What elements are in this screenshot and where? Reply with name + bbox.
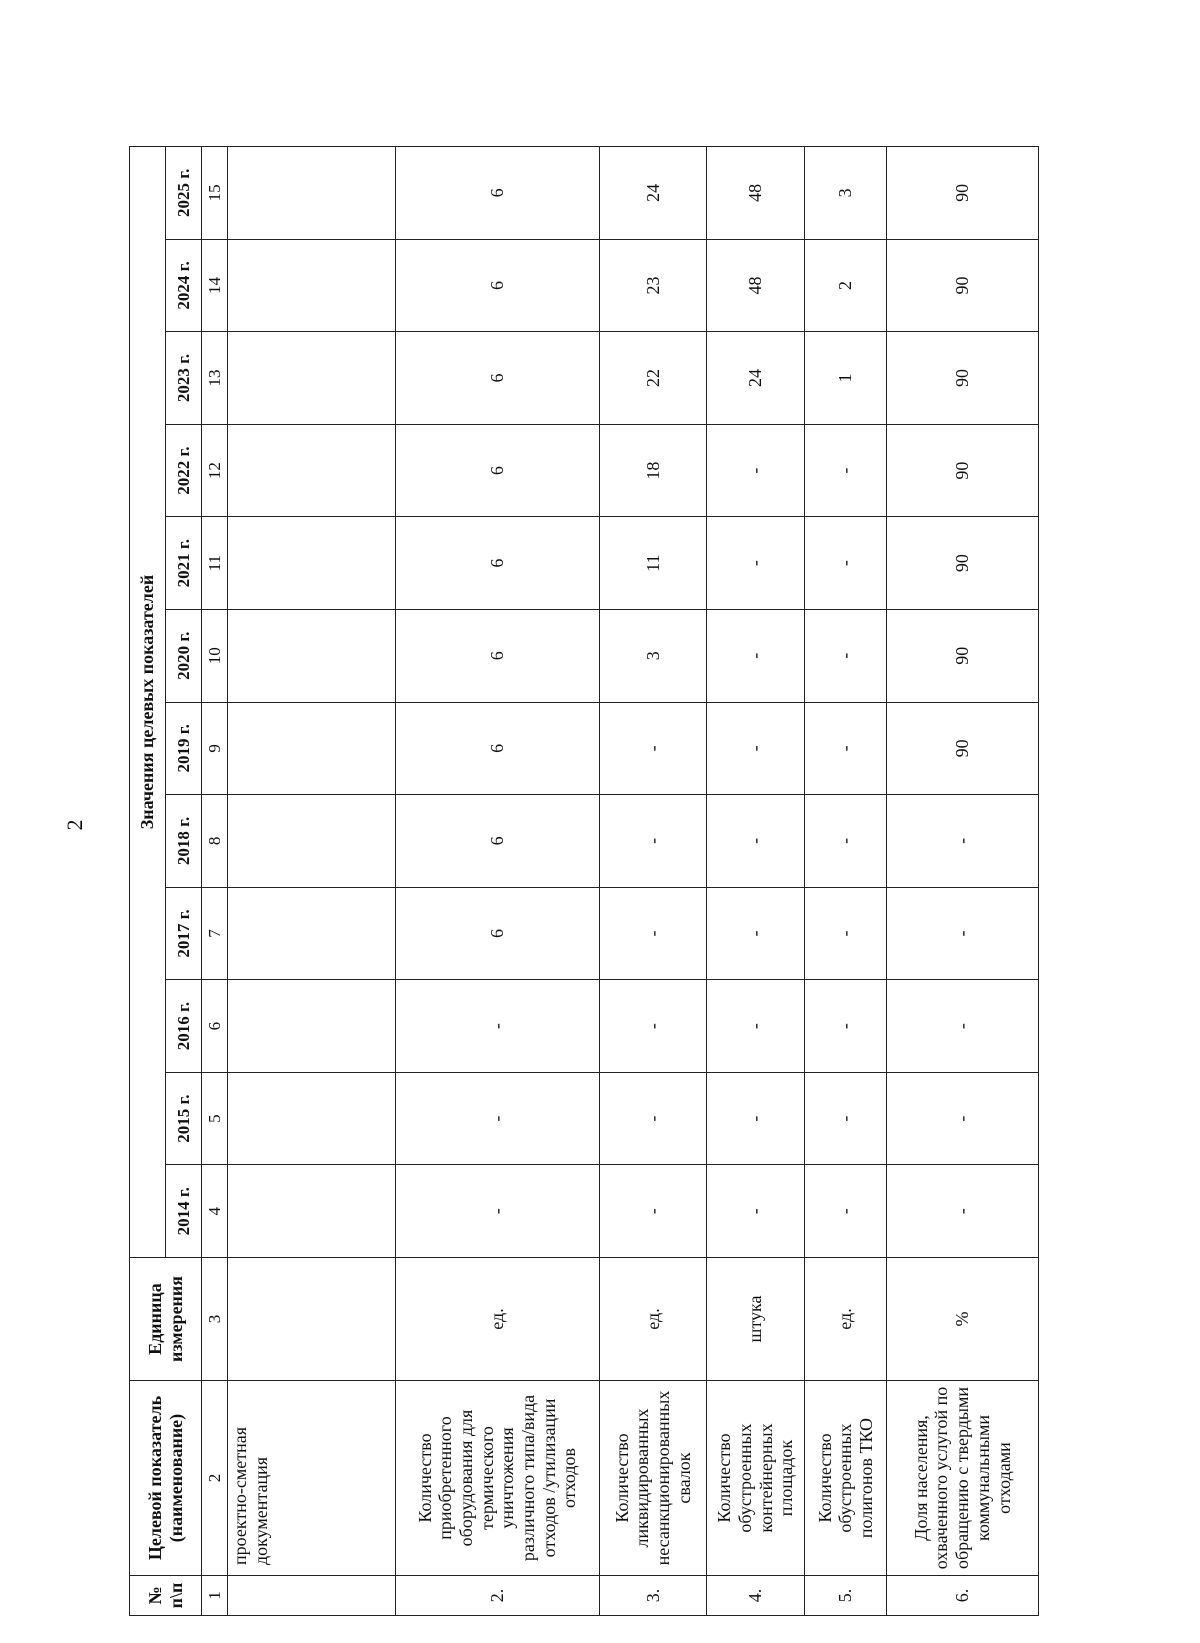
indicator-name: проектно-сметная документация <box>228 1381 396 1576</box>
column-number: 2 <box>202 1381 228 1576</box>
value-cell: - <box>805 1072 887 1165</box>
unit-cell <box>228 1258 396 1381</box>
value-cell: 90 <box>887 332 1039 425</box>
year-header: 2024 г. <box>166 239 202 332</box>
table-row <box>887 147 1039 1616</box>
column-number: 3 <box>202 1258 228 1381</box>
column-number: 7 <box>202 887 228 980</box>
value-cell: - <box>887 795 1039 888</box>
indicators-table <box>129 146 1039 1616</box>
value-cell: 23 <box>599 239 706 332</box>
row-number: 4. <box>706 1576 804 1616</box>
value-cell: 90 <box>887 609 1039 702</box>
value-cell: - <box>706 1072 804 1165</box>
value-cell: 3 <box>805 147 887 240</box>
value-cell: - <box>706 980 804 1073</box>
header-name: Целевой показатель (наименование) <box>130 1381 202 1576</box>
value-cell: - <box>599 980 706 1073</box>
value-cell: - <box>599 795 706 888</box>
value-cell: 90 <box>887 517 1039 610</box>
value-cell: - <box>395 1165 599 1258</box>
table-row <box>805 147 887 1616</box>
value-cell: - <box>395 1072 599 1165</box>
value-cell <box>228 795 396 888</box>
page-number: 2 <box>62 819 87 831</box>
value-cell: 22 <box>599 332 706 425</box>
value-cell: - <box>706 795 804 888</box>
value-cell: 48 <box>706 239 804 332</box>
header-row-group <box>130 147 166 1616</box>
row-number: 3. <box>599 1576 706 1616</box>
value-cell: 90 <box>887 702 1039 795</box>
value-cell: - <box>599 887 706 980</box>
column-number: 6 <box>202 980 228 1073</box>
row-number <box>228 1576 396 1616</box>
column-number: 11 <box>202 517 228 610</box>
value-cell <box>228 980 396 1073</box>
value-cell <box>228 147 396 240</box>
value-cell: 2 <box>805 239 887 332</box>
unit-cell: ед. <box>805 1258 887 1381</box>
value-cell: 6 <box>395 424 599 517</box>
value-cell: 6 <box>395 702 599 795</box>
value-cell: 3 <box>599 609 706 702</box>
value-cell: 90 <box>887 424 1039 517</box>
value-cell: - <box>805 517 887 610</box>
value-cell <box>228 424 396 517</box>
column-number: 10 <box>202 609 228 702</box>
value-cell: - <box>599 1165 706 1258</box>
year-header: 2019 г. <box>166 702 202 795</box>
value-cell: - <box>887 1072 1039 1165</box>
row-number: 6. <box>887 1576 1039 1616</box>
value-cell: - <box>706 702 804 795</box>
value-cell: 1 <box>805 332 887 425</box>
year-header: 2017 г. <box>166 887 202 980</box>
value-cell: 6 <box>395 147 599 240</box>
value-cell: - <box>599 1072 706 1165</box>
indicator-name: Количество приобретенного оборудования для термического уничтожения различного типа/вида отходов /утилизации отходов <box>395 1381 599 1576</box>
unit-cell: ед. <box>395 1258 599 1381</box>
value-cell <box>228 1165 396 1258</box>
year-header: 2018 г. <box>166 795 202 888</box>
value-cell: - <box>805 980 887 1073</box>
row-number: 2. <box>395 1576 599 1616</box>
column-number: 5 <box>202 1072 228 1165</box>
column-number: 15 <box>202 147 228 240</box>
value-cell: - <box>887 980 1039 1073</box>
value-cell: - <box>706 424 804 517</box>
column-number: 12 <box>202 424 228 517</box>
value-cell: 6 <box>395 887 599 980</box>
year-header: 2021 г. <box>166 517 202 610</box>
table-row <box>228 147 396 1616</box>
value-cell: - <box>887 1165 1039 1258</box>
unit-cell: % <box>887 1258 1039 1381</box>
value-cell: 24 <box>599 147 706 240</box>
year-header: 2014 г. <box>166 1165 202 1258</box>
value-cell: - <box>706 609 804 702</box>
value-cell: 6 <box>395 609 599 702</box>
value-cell: - <box>599 702 706 795</box>
value-cell: - <box>805 424 887 517</box>
year-header: 2016 г. <box>166 980 202 1073</box>
value-cell: 6 <box>395 795 599 888</box>
header-unit: Единица измерения <box>130 1258 202 1381</box>
value-cell <box>228 887 396 980</box>
value-cell <box>228 609 396 702</box>
value-cell <box>228 332 396 425</box>
value-cell: 6 <box>395 517 599 610</box>
indicator-name: Количество ликвидированных несанкционированных свалок <box>599 1381 706 1576</box>
table-row <box>599 147 706 1616</box>
year-header: 2020 г. <box>166 609 202 702</box>
value-cell: 6 <box>395 239 599 332</box>
value-cell: 24 <box>706 332 804 425</box>
indicator-name: Количество обустроенных контейнерных площадок <box>706 1381 804 1576</box>
year-header: 2015 г. <box>166 1072 202 1165</box>
value-cell: - <box>805 702 887 795</box>
value-cell: 90 <box>887 239 1039 332</box>
value-cell: - <box>805 609 887 702</box>
table-row <box>395 147 599 1616</box>
value-cell: - <box>805 795 887 888</box>
indicator-name: Доля населения, охваченного услугой по обращению с твердыми коммунальными отходами <box>887 1381 1039 1576</box>
header-num: № п\п <box>130 1576 202 1616</box>
column-number: 14 <box>202 239 228 332</box>
value-cell <box>228 517 396 610</box>
year-header: 2025 г. <box>166 147 202 240</box>
column-number: 13 <box>202 332 228 425</box>
indicator-name: Количество обустроенных полигонов ТКО <box>805 1381 887 1576</box>
value-cell: 18 <box>599 424 706 517</box>
value-cell <box>228 1072 396 1165</box>
column-number: 9 <box>202 702 228 795</box>
unit-cell: штука <box>706 1258 804 1381</box>
value-cell: 11 <box>599 517 706 610</box>
value-cell <box>228 239 396 332</box>
year-header: 2023 г. <box>166 332 202 425</box>
column-number: 1 <box>202 1576 228 1616</box>
value-cell: - <box>887 887 1039 980</box>
value-cell <box>228 702 396 795</box>
row-number: 5. <box>805 1576 887 1616</box>
header-values-group: Значения целевых показателей <box>130 147 166 1258</box>
value-cell: - <box>395 980 599 1073</box>
value-cell: - <box>706 1165 804 1258</box>
column-number: 8 <box>202 795 228 888</box>
unit-cell: ед. <box>599 1258 706 1381</box>
value-cell: - <box>805 887 887 980</box>
column-number-row <box>202 147 228 1616</box>
year-header: 2022 г. <box>166 424 202 517</box>
table-row <box>706 147 804 1616</box>
value-cell: 48 <box>706 147 804 240</box>
value-cell: - <box>706 517 804 610</box>
value-cell: - <box>805 1165 887 1258</box>
value-cell: 6 <box>395 332 599 425</box>
value-cell: 90 <box>887 147 1039 240</box>
rotated-table-wrapper <box>129 146 1039 1616</box>
value-cell: - <box>706 887 804 980</box>
column-number: 4 <box>202 1165 228 1258</box>
